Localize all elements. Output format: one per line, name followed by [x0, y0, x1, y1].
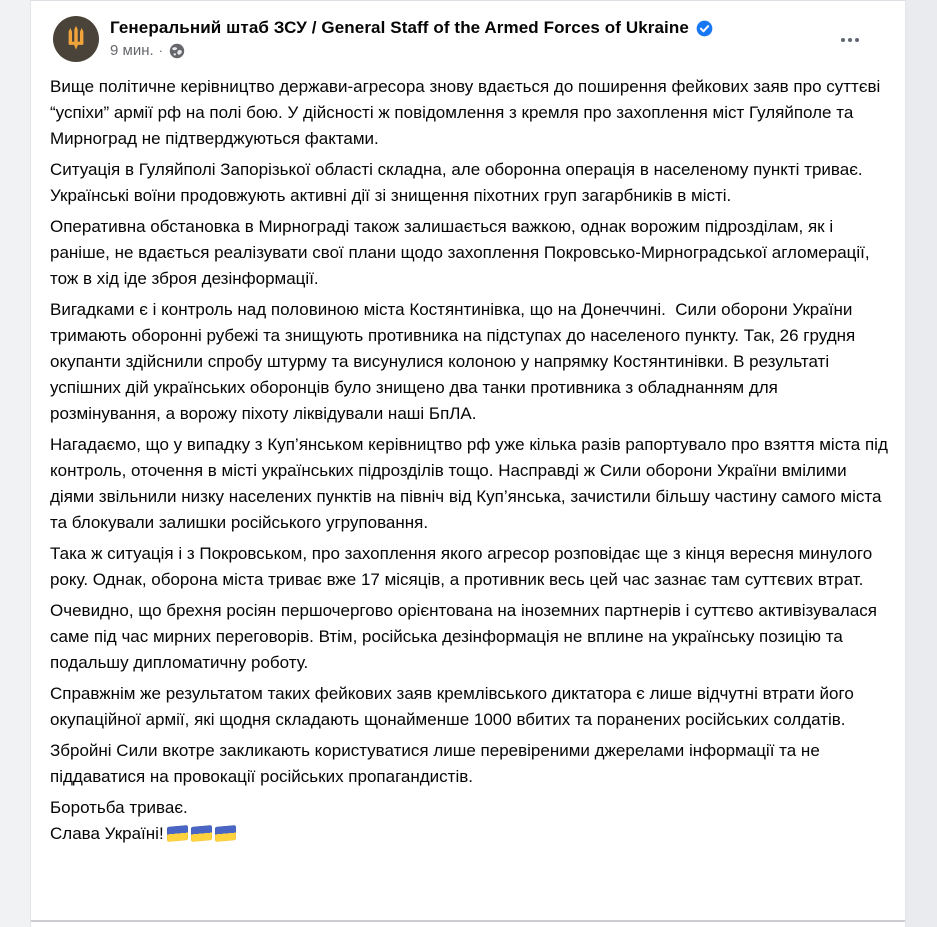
post-paragraph: Очевидно, що брехня росіян першочергово орієнтована на іноземних партнерів і суттєво активізувалася саме під час мирних переговорів. Втім, російська дезінформація не вплине на українську позицію та подальшу дипломатичну роботу.	[50, 601, 882, 672]
post-card	[30, 0, 906, 927]
post-header	[31, 1, 905, 62]
page-gutter-left	[0, 0, 30, 927]
ellipsis-dot	[841, 38, 845, 42]
post-bottom-divider	[31, 920, 905, 926]
ellipsis-dot	[848, 38, 852, 42]
page-name-row	[110, 18, 713, 38]
post-paragraph: Оперативна обстановка в Мирнограді також залишається важкою, однак ворожим підрозділам, як і раніше, не вдається реалізувати свої плани щодо захоплення Покровсько-Мирноградської агломерації, тож в хід іде зброя дезінформації.	[50, 217, 875, 288]
post-text	[31, 62, 905, 847]
post-paragraph: Нагадаємо, що у випадку з Куп’янськом керівництво рф уже кілька разів рапортувало про взяття міста під контроль, оточення в місті українських підрозділів тощо. Насправді ж Сили оборони України вмілими діями звільнили низку населених пунктів на північ від Куп’янська, зачистили більшу частину самого міста та блокували залишки російського угруповання.	[50, 435, 893, 532]
post-paragraph: Ситуація в Гуляйполі Запорізької області складна, але оборонна операція в населеному пункті триває. Українські воїни продовжують активні дії зі знищення піхотних груп загарбників в місті.	[50, 160, 868, 205]
post-meta-row	[110, 42, 713, 59]
globe-icon	[169, 43, 185, 59]
verified-badge-icon	[696, 20, 713, 37]
post-paragraph: Така ж ситуація і з Покровськом, про захоплення якого агресор розповідає ще з кінця вересня минулого року. Однак, оборона міста триває вже 17 місяців, а противник весь цей час зазнає там суттєвих втрат.	[50, 544, 877, 589]
more-options-button[interactable]	[839, 32, 861, 48]
post-paragraph: Вигадками є і контроль над половиною міста Костянтинівка, що на Донеччині. Сили оборони України тримають оборонні рубежі та знищують противника на підступах до населеного пункту. Так, 26 грудня окупанти здійснили спробу штурму та висунулися колоною у напрямку Костянтинівки. В результаті успішних дій українських оборонців було знищено два танки противника з обладнанням для розмінування, а ворожу піхоту ліквідували наші БпЛА.	[50, 300, 860, 423]
closing-line-1: Боротьба триває.	[50, 798, 188, 817]
page-avatar[interactable]	[53, 16, 99, 62]
closing-line-2: Слава Україні!	[50, 824, 164, 843]
ukraine-flag-emoji	[167, 825, 188, 842]
post-paragraph: Збройні Сили вкотре закликають користуватися лише перевіреними джерелами інформації та не піддаватися на провокації російських пропагандистів.	[50, 741, 825, 786]
meta-separator: ·	[158, 43, 163, 58]
page-name-link[interactable]: Генеральний штаб ЗСУ / General Staff of the Armed Forces of Ukraine	[110, 18, 689, 37]
ukraine-flag-emoji	[191, 825, 212, 842]
trident-icon	[59, 22, 93, 56]
post-timestamp[interactable]: 9 мин.	[110, 42, 154, 59]
post-paragraph: Вище політичне керівництво держави-агресора знову вдається до поширення фейкових заяв про суттєві “успіхи” армії рф на полі бою. У дійсності ж повідомлення з кремля про захоплення міст Гуляйполе та Мирноград не підтверджуються фактами.	[50, 77, 886, 148]
post-paragraph: Справжнім же результатом таких фейкових заяв кремлівського диктатора є лише відчутні втрати його окупаційної армії, які щодня складають щонайменше 1000 вбитих та поранених російських солдатів.	[50, 684, 859, 729]
post-closing	[50, 795, 893, 847]
ellipsis-dot	[855, 38, 859, 42]
ukraine-flag-emoji	[215, 825, 236, 842]
page-gutter-right	[906, 0, 937, 927]
post-header-text	[110, 16, 713, 59]
